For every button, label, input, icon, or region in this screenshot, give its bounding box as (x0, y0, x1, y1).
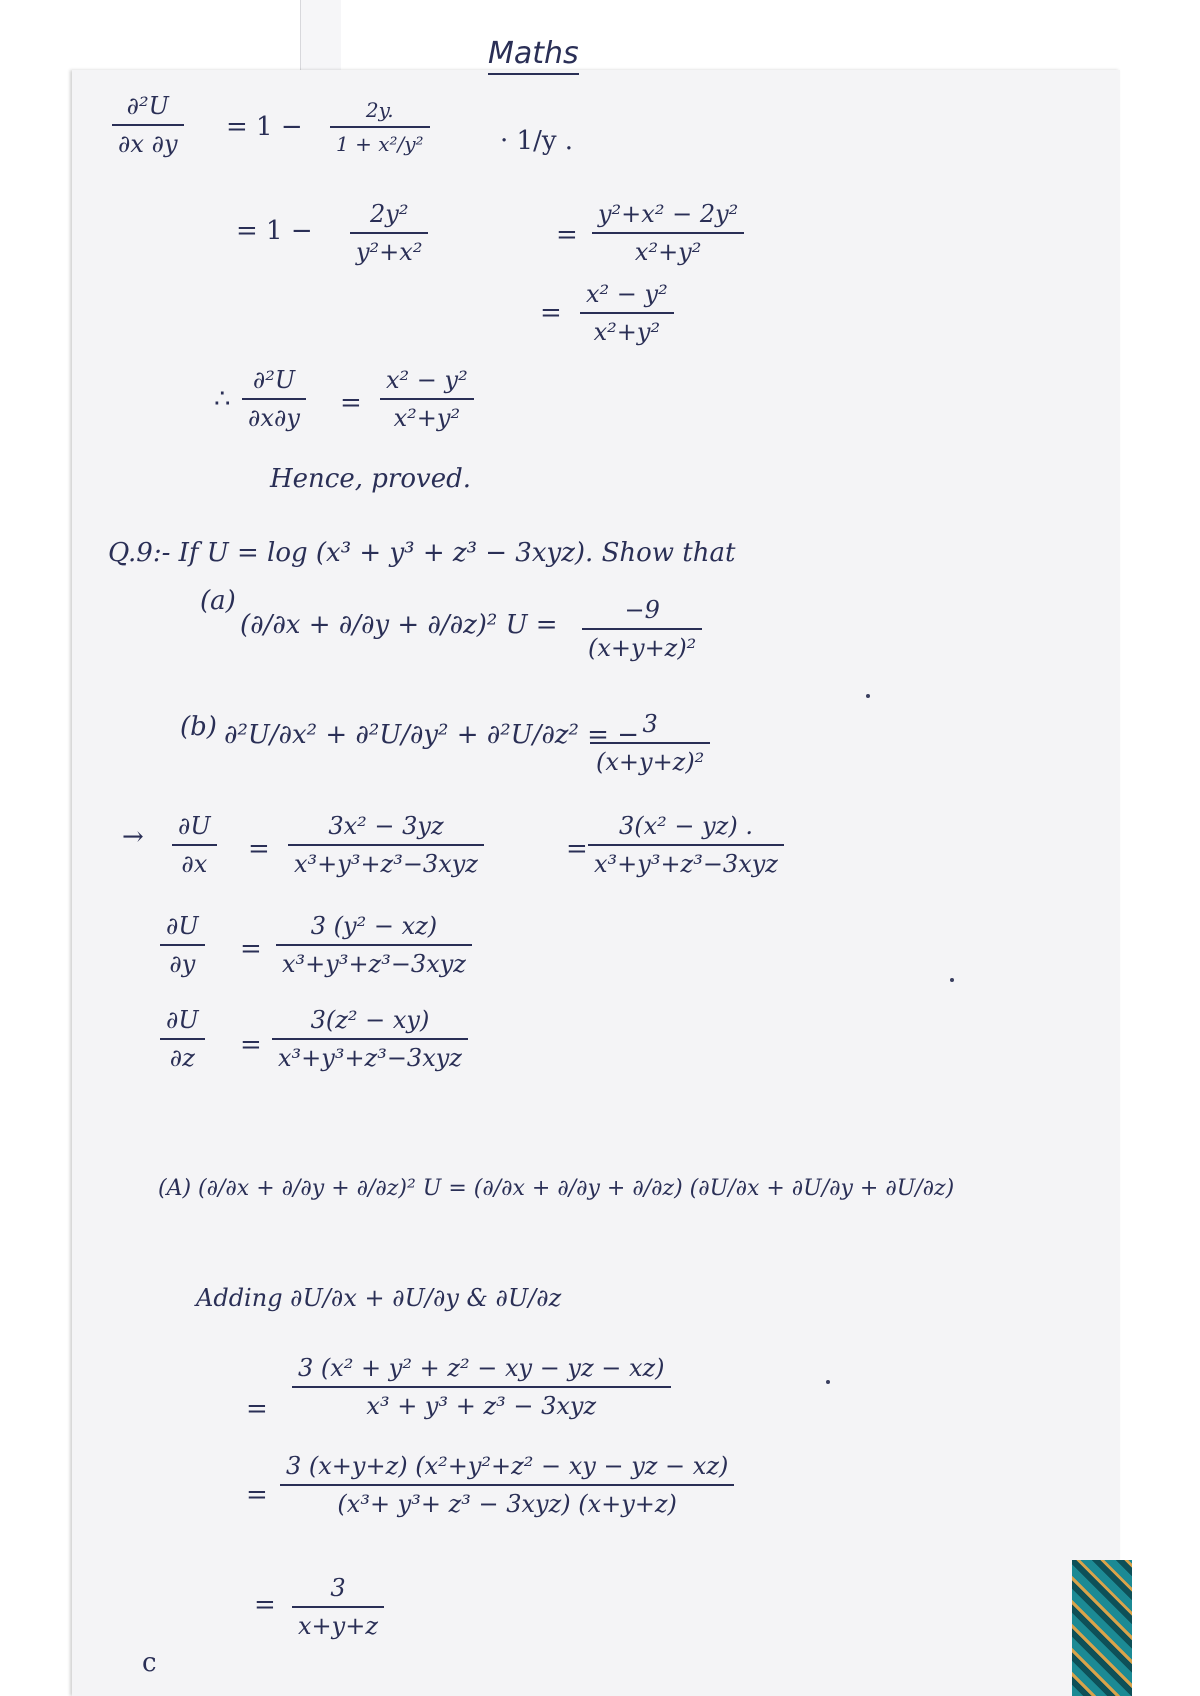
page-heading: Maths (488, 36, 579, 75)
sum-fraction: 3 (x² + y² + z² − xy − yz − xz) x³ + y³ + z³ − 3xyz (292, 1354, 671, 1420)
eq2-fraction: 2y² y²+x² (350, 200, 428, 266)
adding-step: Adding ∂U/∂x + ∂U/∂y & ∂U/∂z (196, 1284, 562, 1312)
operator-expansion: (A) (∂/∂x + ∂/∂y + ∂/∂z)² U = (∂/∂x + ∂/∂y + ∂/∂z) (∂U/∂x + ∂U/∂y + ∂U/∂z) (158, 1176, 955, 1201)
ink-dot (866, 694, 870, 698)
eq1-prefix: = 1 − (226, 112, 303, 142)
q9-part-a-expression: (∂/∂x + ∂/∂y + ∂/∂z)² U = (240, 610, 558, 640)
eq3-fraction: x² − y² x²+y² (580, 280, 674, 346)
du-dx-equals: = (248, 834, 270, 864)
ink-dot (826, 1380, 830, 1384)
final-result: 3 x+y+z (292, 1574, 384, 1640)
du-dx-equals-2: = (566, 834, 588, 864)
eq2-equals: = (556, 220, 578, 250)
margin-mark: c (142, 1648, 157, 1678)
q9-part-b-expression: ∂²U/∂x² + ∂²U/∂y² + ∂²U/∂z² = − (224, 720, 639, 750)
paper-edge (300, 0, 341, 70)
q9-statement: Q.9:- If U = log (x³ + y³ + z³ − 3xyz). Show that (108, 538, 736, 568)
du-dx-expanded: 3x² − 3yz x³+y³+z³−3xyz (288, 812, 484, 878)
therefore-symbol: ∴ (214, 384, 231, 414)
eq2-prefix: = 1 − (236, 216, 313, 246)
du-dy-expanded: 3 (y² − xz) x³+y³+z³−3xyz (276, 912, 472, 978)
solution-arrow: → (122, 822, 144, 852)
factored-fraction: 3 (x+y+z) (x²+y²+z² − xy − yz − xz) (x³+ y³+ z³ − 3xyz) (x+y+z) (280, 1452, 734, 1518)
du-dz-expanded: 3(z² − xy) x³+y³+z³−3xyz (272, 1006, 468, 1072)
background-top (0, 0, 1200, 70)
conclusion-lhs: ∂²U ∂x∂y (242, 366, 306, 432)
q9-part-b-label: (b) (180, 712, 217, 742)
du-dz-lhs: ∂U ∂z (160, 1006, 205, 1072)
du-dz-equals: = (240, 1030, 262, 1060)
final-equals: = (254, 1590, 276, 1620)
eq1-tail: · 1/y . (500, 126, 574, 156)
q9-part-a-label: (a) (200, 586, 236, 616)
q9-part-b-result: 3 (x+y+z)² (590, 710, 710, 776)
du-dx-lhs: ∂U ∂x (172, 812, 217, 878)
du-dy-equals: = (240, 934, 262, 964)
lhs-fraction: ∂²U ∂x ∂y (112, 92, 184, 158)
du-dx-factored: 3(x² − yz) . x³+y³+z³−3xyz (588, 812, 784, 878)
conclusion-rhs: x² − y² x²+y² (380, 366, 474, 432)
sum-equals: = (246, 1394, 268, 1424)
background-left (0, 0, 72, 1696)
du-dy-lhs: ∂U ∂y (160, 912, 205, 978)
q9-part-a-result: −9 (x+y+z)² (582, 596, 702, 662)
fabric-corner (1072, 1560, 1132, 1696)
eq3-equals: = (540, 298, 562, 328)
eq1-fraction: 2y. 1 + x²/y² (330, 98, 430, 156)
hence-proved: Hence, proved. (270, 464, 471, 494)
ink-dot (950, 978, 954, 982)
conclusion-equals: = (340, 388, 362, 418)
eq2-right-fraction: y²+x² − 2y² x²+y² (592, 200, 744, 266)
factored-equals: = (246, 1480, 268, 1510)
